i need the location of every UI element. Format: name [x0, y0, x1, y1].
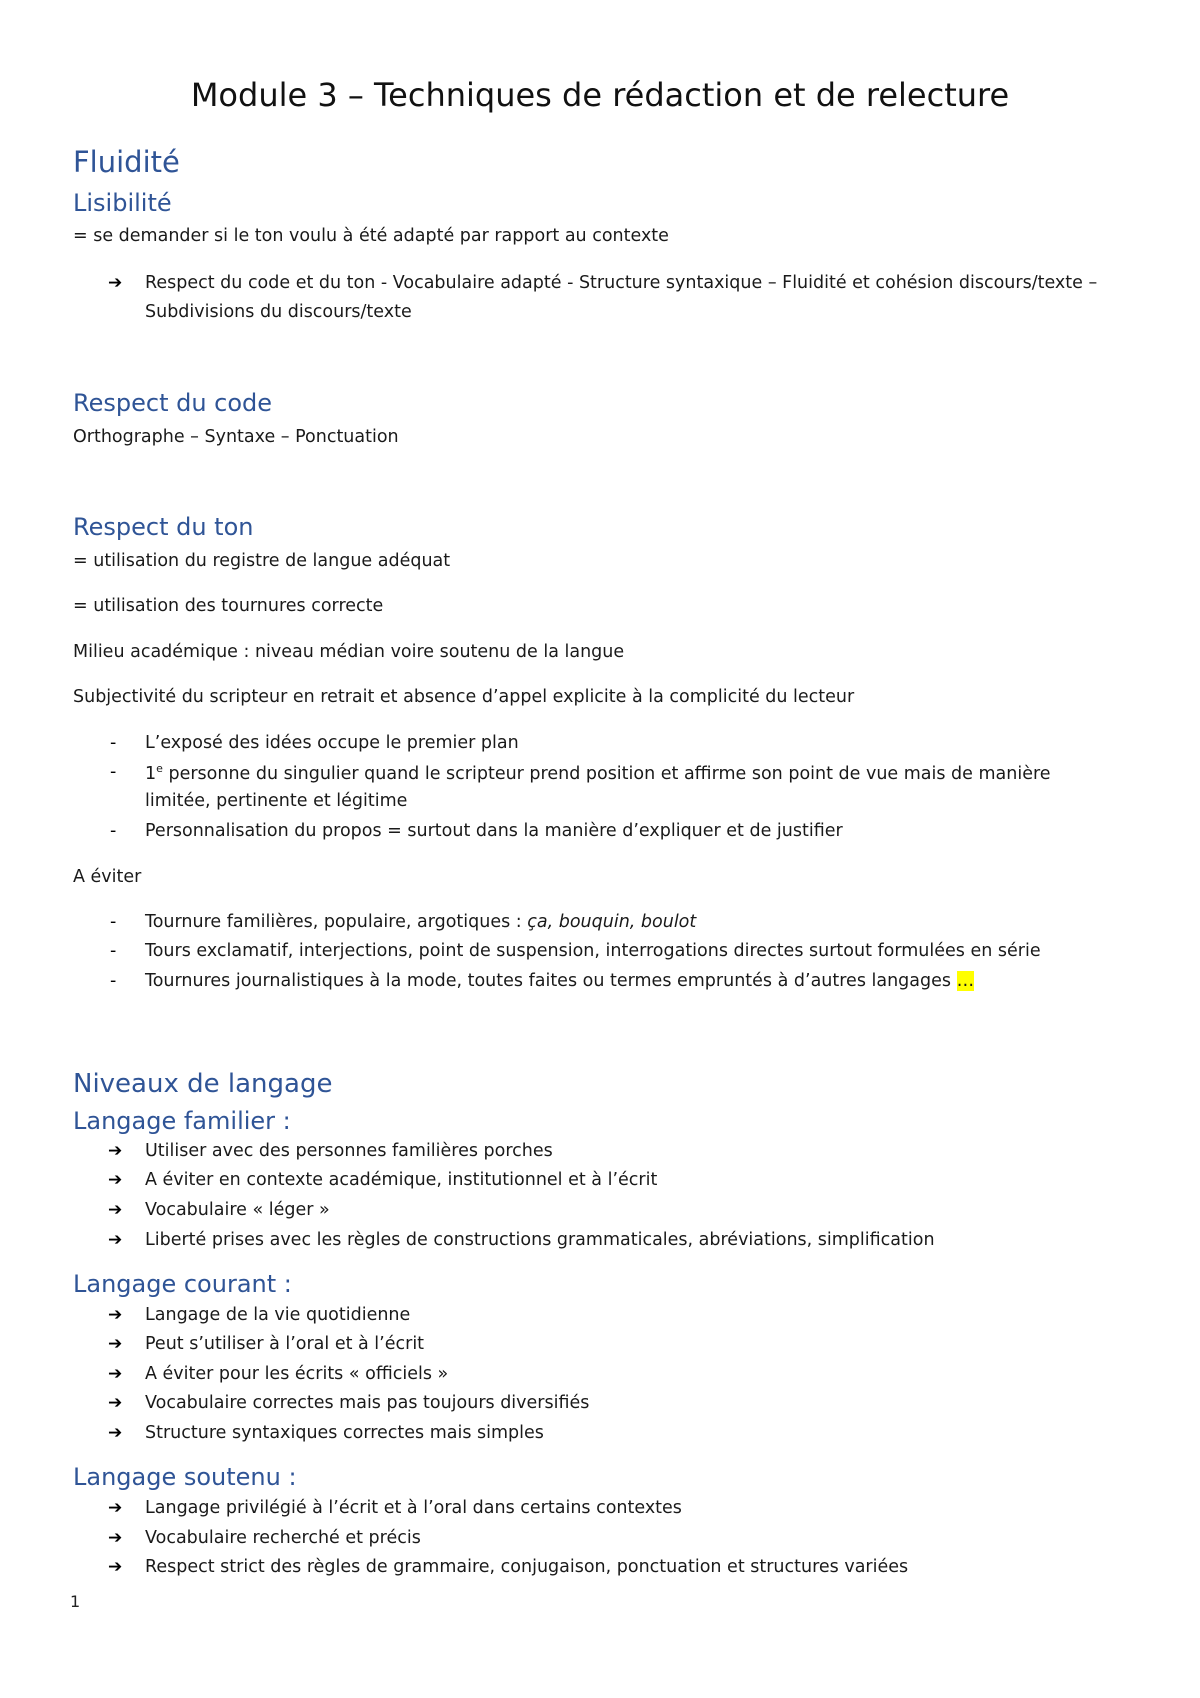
ton-paragraph-2: = utilisation des tournures correcte	[73, 596, 384, 616]
dash-bullet: -	[110, 912, 117, 932]
dash-bullet: -	[110, 821, 117, 841]
soutenu-item-2: Vocabulaire recherché et précis	[145, 1528, 421, 1548]
lisibilite-arrow-line2: Subdivisions du discours/texte	[145, 302, 412, 322]
familier-item-2: A éviter en contexte académique, institutionnel et à l’écrit	[145, 1170, 658, 1190]
courant-item-1: Langage de la vie quotidienne	[145, 1305, 411, 1325]
heading-niveaux-langage: Niveaux de langage	[73, 1069, 333, 1099]
document-title: Module 3 – Techniques de rédaction et de relecture	[190, 76, 1010, 114]
dash-bullet: -	[110, 733, 117, 753]
avoid-item-3	[145, 971, 974, 991]
familier-item-4: Liberté prises avec les règles de constructions grammaticales, abréviations, simplification	[145, 1230, 935, 1250]
lisibilite-arrow-line1: Respect du code et du ton - Vocabulaire adapté - Structure syntaxique – Fluidité et cohésion discours/texte –	[145, 273, 1098, 293]
ton-bullet-2-text: personne du singulier quand le scripteur prend position et affirme son point de vue mais de manière	[162, 763, 1051, 784]
courant-item-5: Structure syntaxiques correctes mais simples	[145, 1423, 544, 1443]
heading-lisibilite: Lisibilité	[73, 189, 172, 217]
familier-item-1: Utiliser avec des personnes familières porches	[145, 1141, 553, 1161]
avoid-item-1-text: Tournure familières, populaire, argotiques :	[145, 912, 528, 932]
soutenu-item-1: Langage privilégié à l’écrit et à l’oral dans certains contextes	[145, 1498, 682, 1518]
avoid-label: A éviter	[73, 867, 142, 887]
dash-bullet: -	[110, 941, 117, 961]
right-arrow-icon: ➔	[108, 1528, 123, 1548]
right-arrow-icon: ➔	[108, 1498, 123, 1518]
avoid-item-3-text: Tournures journalistiques à la mode, toutes faites ou termes empruntés à d’autres langages	[145, 971, 957, 991]
right-arrow-icon: ➔	[108, 1364, 123, 1384]
heading-respect-code: Respect du code	[73, 389, 273, 417]
ton-paragraph-1: = utilisation du registre de langue adéquat	[73, 551, 451, 571]
ton-bullet-2-sup: e	[156, 762, 163, 775]
ton-bullet-2-line2: limitée, pertinente et légitime	[145, 791, 408, 811]
ton-bullet-3: Personnalisation du propos = surtout dans la manière d’expliquer et de justifier	[145, 821, 843, 841]
courant-item-3: A éviter pour les écrits « officiels »	[145, 1364, 449, 1384]
courant-item-4: Vocabulaire correctes mais pas toujours diversifiés	[145, 1393, 590, 1413]
highlighted-ellipsis: …	[956, 971, 975, 991]
ton-paragraph-3: Milieu académique : niveau médian voire soutenu de la langue	[73, 642, 625, 662]
courant-item-2: Peut s’utiliser à l’oral et à l’écrit	[145, 1334, 425, 1354]
avoid-item-1	[145, 912, 696, 932]
right-arrow-icon: ➔	[108, 1170, 123, 1190]
soutenu-item-3: Respect strict des règles de grammaire, conjugaison, ponctuation et structures variées	[145, 1557, 909, 1577]
avoid-item-2: Tours exclamatif, interjections, point de suspension, interrogations directes surtout formulées en série	[145, 941, 1041, 961]
right-arrow-icon: ➔	[108, 1305, 123, 1325]
right-arrow-icon: ➔	[108, 1557, 123, 1577]
right-arrow-icon: ➔	[108, 1334, 123, 1354]
avoid-item-1-examples: ça, bouquin, boulot	[527, 912, 697, 932]
right-arrow-icon: ➔	[108, 1393, 123, 1413]
ton-bullet-2	[145, 762, 1051, 784]
familier-item-3: Vocabulaire « léger »	[145, 1200, 330, 1220]
heading-fluidite: Fluidité	[73, 145, 180, 179]
right-arrow-icon: ➔	[108, 273, 123, 293]
heading-langage-courant: Langage courant :	[73, 1270, 292, 1298]
ton-bullet-2-number: 1	[145, 763, 157, 784]
heading-respect-ton: Respect du ton	[73, 513, 254, 541]
right-arrow-icon: ➔	[108, 1423, 123, 1443]
respect-code-text: Orthographe – Syntaxe – Ponctuation	[73, 427, 399, 447]
right-arrow-icon: ➔	[108, 1141, 123, 1161]
right-arrow-icon: ➔	[108, 1230, 123, 1250]
ton-bullet-1: L’exposé des idées occupe le premier plan	[145, 733, 519, 753]
heading-langage-familier: Langage familier :	[73, 1107, 291, 1135]
heading-langage-soutenu: Langage soutenu :	[73, 1463, 297, 1491]
lisibilite-definition: = se demander si le ton voulu à été adapté par rapport au contexte	[73, 226, 669, 246]
page-number: 1	[70, 1592, 81, 1611]
ton-paragraph-4: Subjectivité du scripteur en retrait et absence d’appel explicite à la complicité du lecteur	[73, 687, 855, 707]
dash-bullet: -	[110, 762, 117, 782]
dash-bullet: -	[110, 971, 117, 991]
right-arrow-icon: ➔	[108, 1200, 123, 1220]
